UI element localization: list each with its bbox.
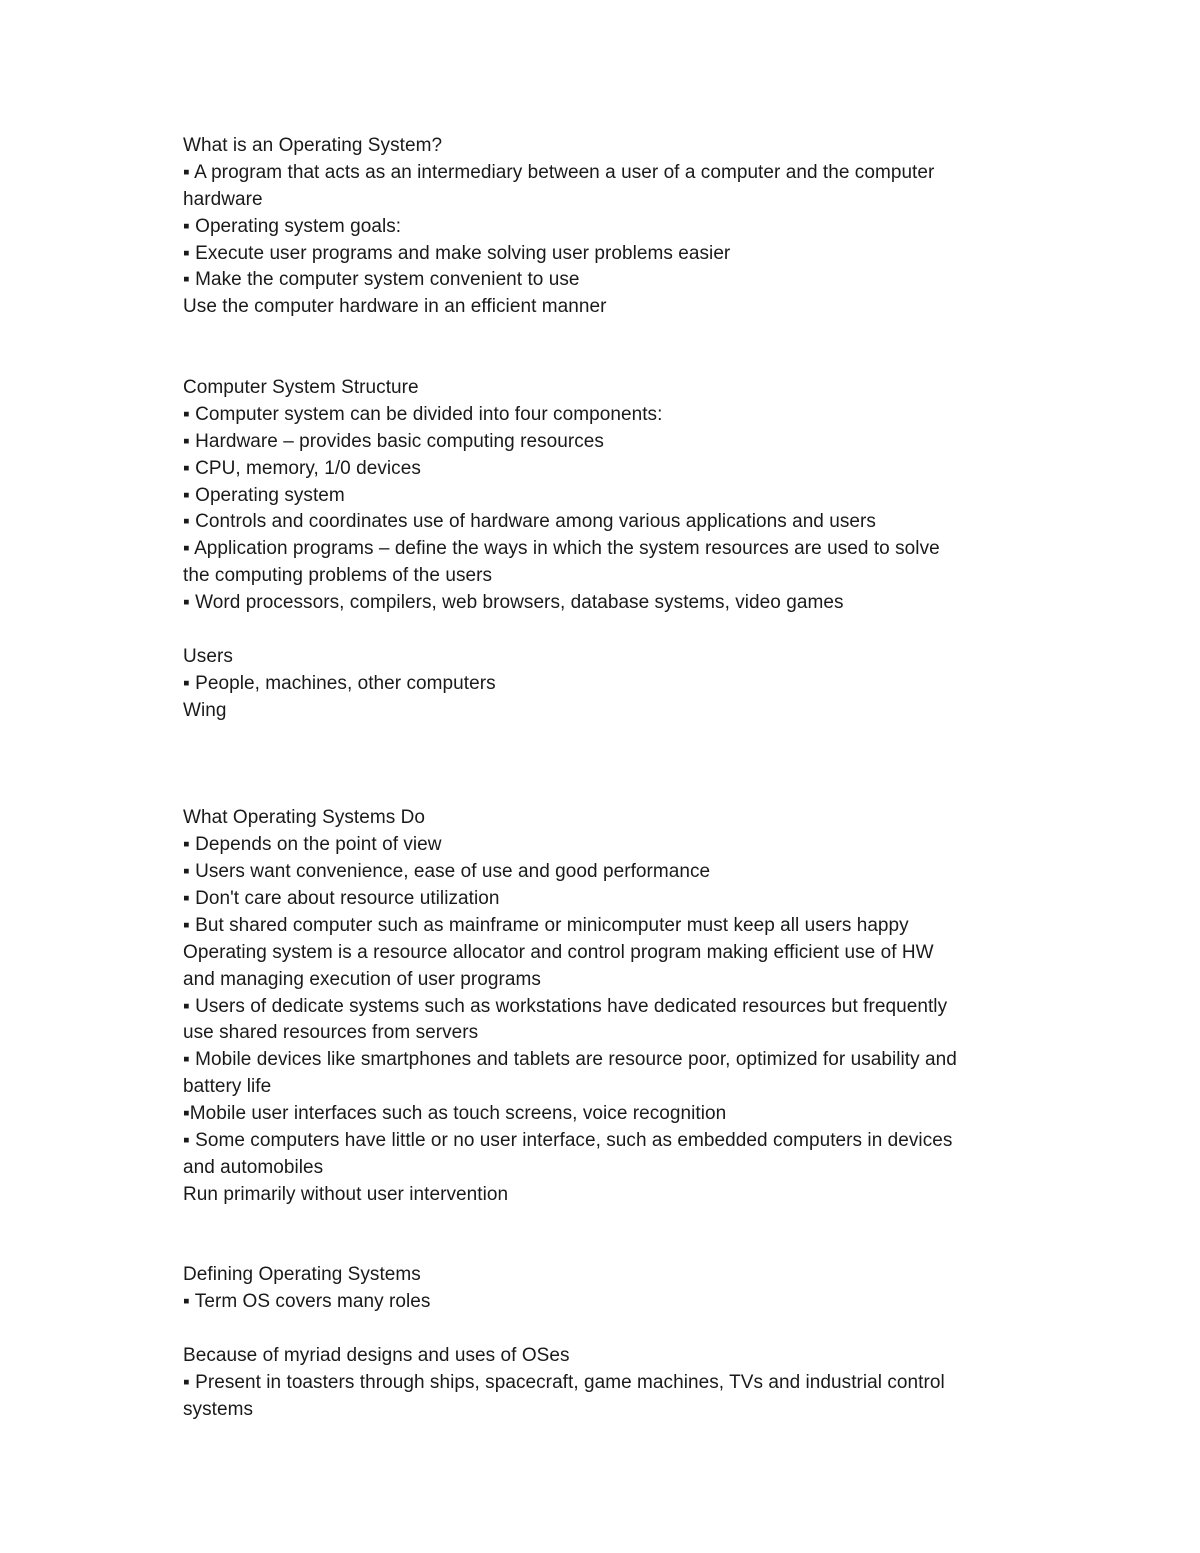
text-line: ▪ Users want convenience, ease of use and good performance [183,861,711,883]
text-line: ▪ Depends on the point of view [183,834,442,856]
text-line: ▪ But shared computer such as mainframe or minicomputer must keep all users happy [183,914,909,936]
text-line: ▪ Present in toasters through ships, spacecraft, game machines, TVs and industrial control [183,1371,945,1393]
text-line: ▪ Operating system goals: [183,215,402,237]
text-line: ▪ Make the computer system convenient to use [183,269,580,291]
text-line: Use the computer hardware in an efficient manner [183,296,607,318]
document-body [183,133,1023,1424]
blank-line [183,348,1023,375]
text-line: ▪ CPU, memory, 1/0 devices [183,457,421,479]
section-heading-computer-system-structure: Computer System Structure [183,377,419,399]
blank-line [183,321,1023,348]
text-line: ▪ Computer system can be divided into four components: [183,403,663,425]
text-line: ▪ Word processors, compilers, web browsers, database systems, video games [183,592,844,614]
text-line: ▪ People, machines, other computers [183,672,496,694]
text-line: ▪ Mobile devices like smartphones and tablets are resource poor, optimized for usability and [183,1049,957,1071]
blank-line [183,725,1023,752]
text-line: ▪ Execute user programs and make solving user problems easier [183,242,731,264]
text-line: and automobiles [183,1156,324,1178]
blank-line [183,1316,1023,1343]
text-line: ▪ Don't care about resource utilization [183,887,500,909]
blank-line [183,1236,1023,1263]
text-line: ▪ Operating system [183,484,345,506]
blank-line [183,778,1023,805]
text-line: the computing problems of the users [183,565,493,587]
text-line: Run primarily without user intervention [183,1183,509,1205]
text-line: ▪ Application programs – define the ways in which the system resources are used to solve [183,538,940,560]
text-line: ▪ Users of dedicate systems such as workstations have dedicated resources but frequently [183,995,948,1017]
text-line: systems [183,1398,254,1420]
blank-line [183,751,1023,778]
section-heading-what-os-do: What Operating Systems Do [183,807,426,829]
text-line: Because of myriad designs and uses of OSes [183,1345,570,1367]
text-line: battery life [183,1076,272,1098]
text-line: ▪ Hardware – provides basic computing resources [183,430,604,452]
text-line: ▪Mobile user interfaces such as touch screens, voice recognition [183,1103,727,1125]
blank-line [183,1209,1023,1236]
text-line: ▪ A program that acts as an intermediary between a user of a computer and the computer [183,161,935,183]
blank-line [183,617,1023,644]
section-heading-what-is-os: What is an Operating System? [183,135,443,156]
text-line: ▪ Term OS covers many roles [183,1291,431,1313]
text-line: hardware [183,188,263,210]
text-line: ▪ Some computers have little or no user interface, such as embedded computers in devices [183,1129,953,1151]
text-line: and managing execution of user programs [183,968,541,990]
text-line: Operating system is a resource allocator and control program making efficient use of HW [183,941,934,963]
text-line: ▪ Controls and coordinates use of hardware among various applications and users [183,511,876,533]
text-line: Wing [183,699,227,721]
text-line: use shared resources from servers [183,1022,479,1044]
section-heading-defining-os: Defining Operating Systems [183,1264,421,1286]
section-heading-users: Users [183,645,233,667]
